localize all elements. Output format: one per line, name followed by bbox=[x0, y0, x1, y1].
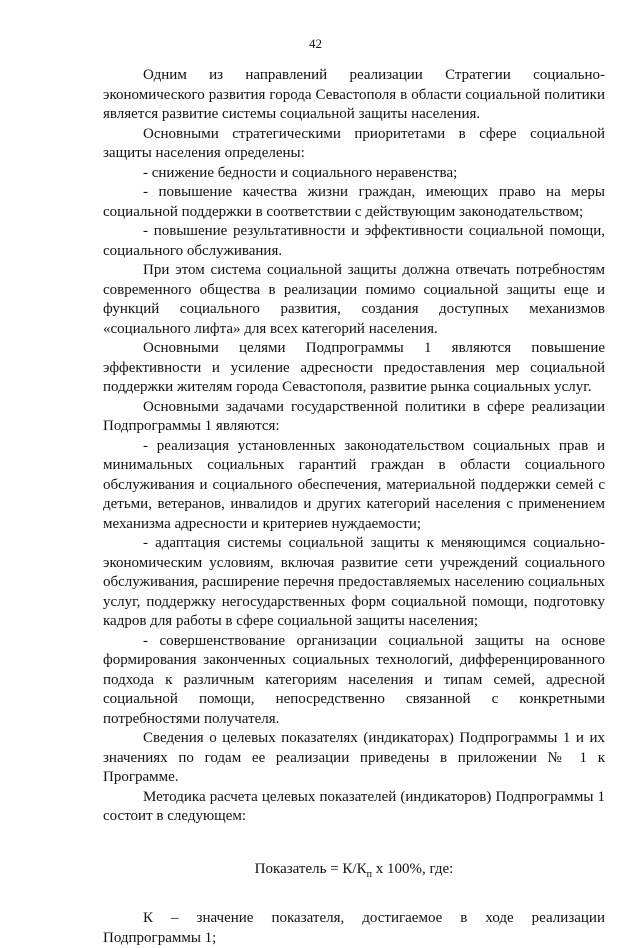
paragraph-priorities-intro: Основными стратегическими приоритетами в сфере социальной защиты населения определены: bbox=[103, 125, 605, 161]
paragraph-definition-k: К – значение показателя, достигаемое в ходе реализации Подпрограммы 1; bbox=[103, 910, 605, 946]
body-text bbox=[103, 66, 605, 948]
indicator-formula bbox=[103, 860, 605, 880]
paragraph-methodology-intro: Методика расчета целевых показателей (индикаторов) Подпрограммы 1 состоит в следующем: bbox=[103, 788, 605, 824]
list-item-system-adaptation: - адаптация системы социальной защиты к меняющимся социально-экономическим условиям, включая развитие сети учреждений социального обслуживания, расширение перечня предоставляемых населению социальных услуг, поддержку негосударственных форм социальной помощи, подготовку кадров для работы в сфере социальной защиты населения; bbox=[103, 535, 605, 629]
list-item-social-rights: - реализация установленных законодательством социальных прав и минимальных социальных гарантий граждан в области социального обслуживания и социального обеспечения, материальной поддержки семей с детьми, ветеранов, инвалидов и других категорий населения с применением механизма адресности и критериев нуждаемости; bbox=[103, 437, 605, 532]
page-number: 42 bbox=[309, 36, 322, 51]
formula-main: Показатель = К/К bbox=[254, 860, 367, 877]
list-item-effectiveness: - повышение результативности и эффективности социальной помощи, социального обслуживания. bbox=[103, 223, 605, 259]
paragraph-indicators-info: Сведения о целевых показателях (индикаторах) Подпрограммы 1 и их значениях по годам ее реализации приведены в приложении № 1 к Программе. bbox=[103, 730, 605, 785]
list-item-organization-improvement: - совершенствование организации социальной защиты на основе формирования законченных социальных технологий, дифференцированного подхода к различным категориям населения и типам семей, адресной социальной помощи, непосредственно связанной с конкретными потребностями получателя. bbox=[103, 632, 605, 727]
formula-subscript: п bbox=[366, 868, 372, 880]
paragraph-subprogram-goals: Основными целями Подпрограммы 1 являются повышение эффективности и усиление адресности предоставления мер социальной поддержки жителям города Севастополя, развитие рынка социальных услуг. bbox=[103, 340, 605, 395]
paragraph-tasks-intro: Основными задачами государственной политики в сфере реализации Подпрограммы 1 являются: bbox=[103, 398, 605, 434]
paragraph-system-requirements: При этом система социальной защиты должна отвечать потребностям современного общества в реализации помимо социальной защиты еще и функций социального развития, создания доступных механизмов «социального лифта» для всех категорий населения. bbox=[103, 262, 605, 337]
list-item-quality-of-life: - повышение качества жизни граждан, имеющих право на меры социальной поддержки в соответствии с действующим законодательством; bbox=[103, 184, 605, 220]
list-item-poverty-reduction: - снижение бедности и социального неравенства; bbox=[143, 164, 458, 181]
paragraph-strategy-direction: Одним из направлений реализации Стратегии социально-экономического развития города Севастополя в области социальной политики является развитие системы социальной защиты населения. bbox=[103, 67, 605, 122]
formula-tail: х 100%, где: bbox=[371, 860, 454, 877]
